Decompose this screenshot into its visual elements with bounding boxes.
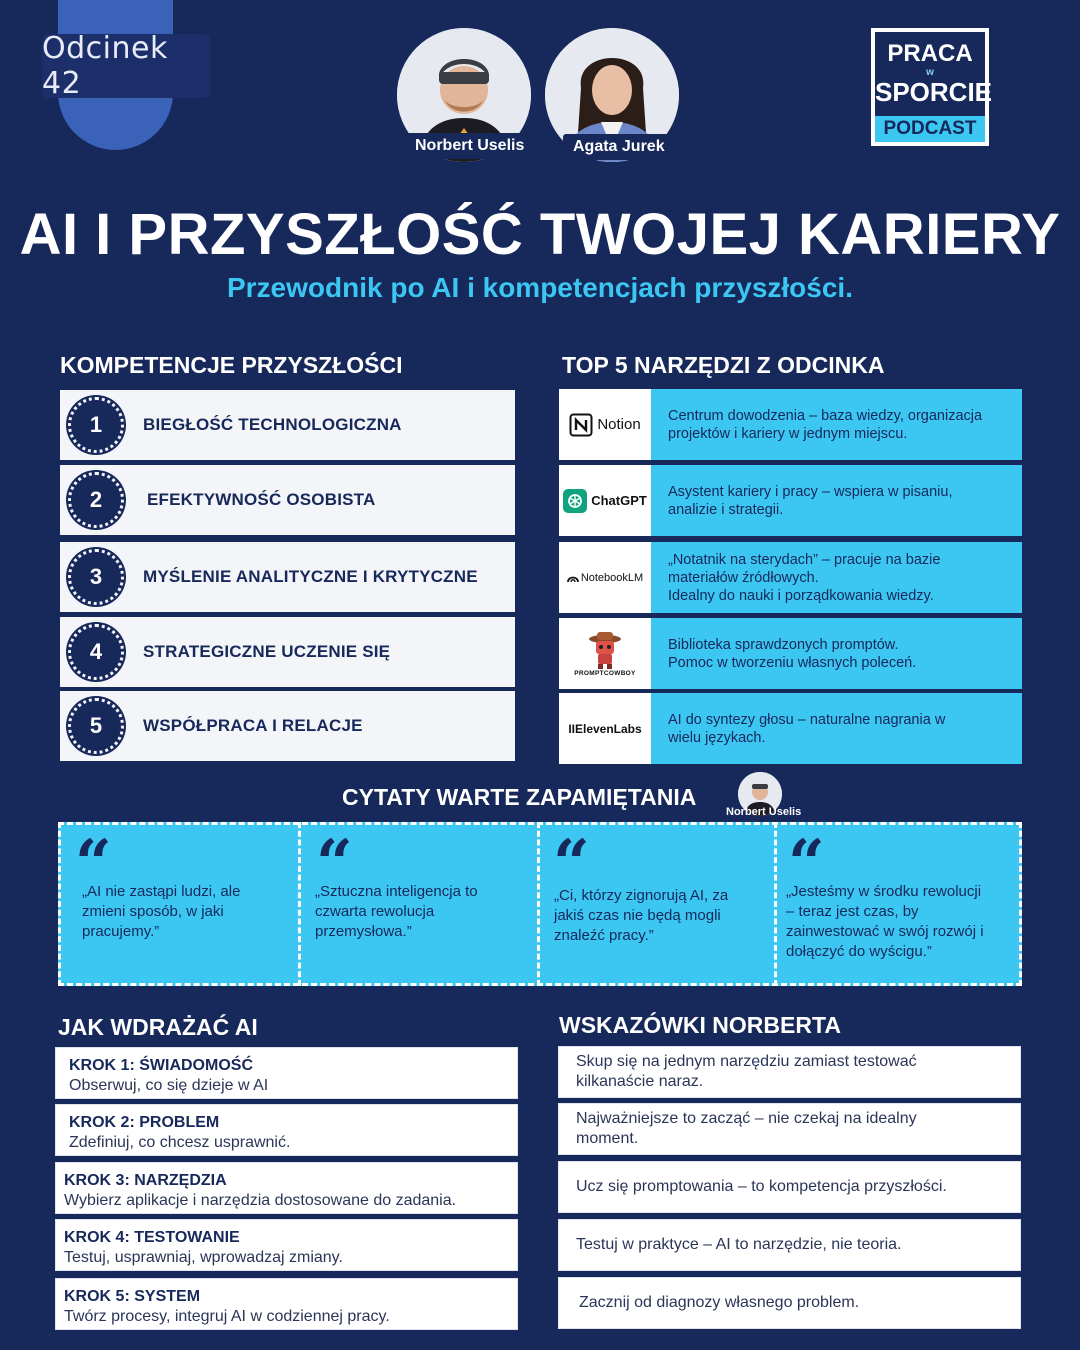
- step-description: Twórz procesy, integruj AI w codziennej pracy.: [64, 1308, 390, 1325]
- step-card: [55, 1104, 518, 1156]
- step-title: KROK 4: TESTOWANIE: [64, 1229, 240, 1246]
- tool-description-line: projektów i kariery w jednym miejscu.: [668, 425, 908, 442]
- competence-label: WSPÓŁPRACA I RELACJE: [143, 716, 363, 735]
- page-subtitle: Przewodnik po AI i kompetencjach przyszłości.: [226, 272, 853, 303]
- tip-line: Testuj w praktyce – AI to narzędzie, nie teoria.: [576, 1236, 902, 1253]
- tip-line: Najważniejsze to zacząć – nie czekaj na idealny: [576, 1110, 917, 1127]
- tip-line: Zacznij od diagnozy własnego problem.: [579, 1294, 860, 1311]
- quote-icon: “: [788, 826, 825, 901]
- tool-description-line: AI do syntezy głosu – naturalne nagrania w: [668, 711, 946, 728]
- page-title: AI I PRZYSZŁOŚĆ TWOJEJ KARIERY: [19, 202, 1061, 267]
- competence-card: [60, 691, 515, 761]
- competence-number: 5: [68, 698, 124, 754]
- tool-row-elevenlabs: [559, 693, 1022, 764]
- tool-description-line: „Notatnik na sterydach” – pracuje na bazie: [668, 551, 941, 568]
- tip-line: kilkanaście naraz.: [576, 1073, 704, 1090]
- competence-number: 1: [68, 397, 124, 453]
- tool-description: [651, 618, 1022, 689]
- tip-card: [558, 1161, 1021, 1213]
- quote-author-name: Norbert Uselis: [726, 806, 802, 818]
- tool-description: [651, 465, 1022, 536]
- quote-line: jakiś czas nie będą mogli: [554, 907, 721, 924]
- quote-line: – teraz jest czas, by: [786, 903, 919, 920]
- tip-card: [558, 1046, 1021, 1098]
- quote-text: [82, 882, 240, 942]
- tool-description-line: Biblioteka sprawdzonych promptów.: [668, 636, 899, 653]
- step-card: [55, 1047, 518, 1099]
- quote-card: [541, 826, 773, 980]
- competence-card: [60, 542, 515, 612]
- guest-name-norbert: Norbert Uselis: [405, 133, 534, 159]
- quote-line: pracujemy.”: [82, 923, 160, 940]
- tip-card: [558, 1103, 1021, 1155]
- step-title: KROK 1: ŚWIADOMOŚĆ: [69, 1057, 253, 1074]
- competence-number: 2: [68, 472, 124, 528]
- podcast-logo: [871, 28, 993, 146]
- tool-name: PROMPTCOWBOY: [574, 670, 636, 677]
- step-card: [55, 1162, 518, 1214]
- tool-row-notebooklm: [559, 542, 1022, 613]
- competence-card: [60, 465, 515, 535]
- quote-line: zmieni sposób, w jaki: [82, 903, 224, 920]
- tool-logo: [559, 618, 651, 689]
- step-card: [55, 1278, 518, 1330]
- steps-heading: JAK WDRAŻAĆ AI: [58, 1014, 258, 1040]
- tip-card: [558, 1219, 1021, 1271]
- tool-logo: [559, 389, 651, 460]
- tool-description: [651, 542, 1022, 613]
- quote-line: „Jesteśmy w środku rewolucji: [786, 883, 982, 900]
- competences-heading: KOMPETENCJE PRZYSZŁOŚCI: [60, 352, 403, 378]
- quote-divider: [298, 822, 301, 986]
- competence-label: MYŚLENIE ANALITYCZNE I KRYTYCZNE: [143, 567, 478, 586]
- tips-heading: WSKAZÓWKI NORBERTA: [559, 1012, 841, 1038]
- tool-logo: [559, 693, 651, 764]
- competence-label: BIEGŁOŚĆ TECHNOLOGICZNA: [143, 415, 402, 434]
- quote-text: [315, 882, 478, 942]
- quote-divider: [774, 822, 777, 986]
- tip-line: moment.: [576, 1130, 639, 1147]
- tool-description-line: Pomoc w tworzeniu własnych poleceń.: [668, 654, 917, 671]
- tool-name: ChatGPT: [591, 493, 647, 508]
- notebooklm-icon: [567, 573, 579, 583]
- quote-line: czwarta rewolucja: [315, 903, 435, 920]
- competence-label: EFEKTYWNOŚĆ OSOBISTA: [147, 490, 376, 509]
- competence-card: [60, 390, 515, 460]
- tool-logo: [559, 465, 651, 536]
- promptcowboy-icon: [588, 630, 622, 670]
- step-title: KROK 3: NARZĘDZIA: [64, 1172, 227, 1189]
- quote-line: „AI nie zastąpi ludzi, ale: [82, 883, 241, 900]
- quote-line: znaleźć pracy.”: [554, 927, 654, 944]
- step-description: Obserwuj, co się dzieje w AI: [69, 1077, 269, 1094]
- tool-row-notion: [559, 389, 1022, 460]
- notion-icon: [569, 413, 593, 437]
- tool-row-chatgpt: [559, 465, 1022, 536]
- competence-number: 3: [68, 549, 124, 605]
- quote-line: przemysłowa.”: [315, 923, 412, 940]
- competence-number: 4: [68, 624, 124, 680]
- step-title: KROK 5: SYSTEM: [64, 1288, 201, 1305]
- quote-card: [778, 826, 1020, 980]
- step-card: [55, 1219, 518, 1271]
- episode-badge: Odcinek 42: [42, 34, 210, 98]
- tool-row-promptcowboy: [559, 618, 1022, 689]
- quote-line: „Ci, którzy zignorują AI, za: [554, 887, 729, 904]
- quote-card: [302, 826, 536, 980]
- quote-icon: “: [316, 826, 353, 901]
- tools-heading: TOP 5 NARZĘDZI Z ODCINKA: [562, 352, 885, 378]
- tool-name: NotebookLM: [580, 571, 644, 584]
- logo-line-1: PRACA: [887, 40, 973, 67]
- quote-line: „Sztuczna inteligencja to: [315, 883, 478, 900]
- tool-description-line: wielu językach.: [668, 729, 766, 746]
- tip-line: Skup się na jednym narzędziu zamiast testować: [576, 1053, 917, 1070]
- tool-logo: [559, 542, 651, 613]
- tip-line: Ucz się promptowania – to kompetencja przyszłości.: [576, 1178, 947, 1195]
- competence-card: [60, 617, 515, 687]
- elevenlabs-icon: IIElevenLabs: [568, 721, 642, 736]
- quote-text: [554, 886, 728, 946]
- tool-description-line: materiałów źródłowych.: [668, 569, 819, 586]
- tip-card: [558, 1277, 1021, 1329]
- quote-card: [60, 826, 296, 980]
- step-description: Testuj, usprawniaj, wprowadzaj zmiany.: [64, 1249, 343, 1266]
- guest-name-agata: Agata Jurek: [563, 134, 675, 160]
- quote-icon: “: [553, 826, 590, 901]
- quote-line: dołączyć do wyścigu.”: [786, 943, 932, 960]
- step-description: Wybierz aplikacje i narzędzia dostosowane do zadania.: [64, 1192, 457, 1209]
- quote-divider: [537, 822, 540, 986]
- tool-description-line: Centrum dowodzenia – baza wiedzy, organizacja: [668, 407, 983, 424]
- logo-line-2: SPORCIE: [875, 77, 993, 107]
- tool-name: Notion: [597, 416, 641, 433]
- tool-description-line: Idealny do nauki i porządkowania wiedzy.: [668, 587, 934, 604]
- tool-description-line: Asystent kariery i pracy – wspiera w pisaniu,: [668, 483, 953, 500]
- quotes-heading: CYTATY WARTE ZAPAMIĘTANIA: [342, 784, 697, 810]
- step-title: KROK 2: PROBLEM: [69, 1114, 220, 1131]
- quote-text: [786, 882, 984, 962]
- logo-line-w: w: [926, 67, 934, 78]
- tool-description-line: analizie i strategii.: [668, 501, 784, 518]
- step-description: Zdefiniuj, co chcesz usprawnić.: [69, 1134, 291, 1151]
- quote-line: zainwestować w swój rozwój i: [786, 923, 984, 940]
- quote-icon: “: [75, 826, 112, 901]
- chatgpt-icon: [563, 489, 587, 513]
- competence-label: STRATEGICZNE UCZENIE SIĘ: [143, 642, 391, 661]
- logo-line-3: PODCAST: [875, 116, 985, 142]
- tool-description: [651, 389, 1022, 460]
- tool-description: [651, 693, 1022, 764]
